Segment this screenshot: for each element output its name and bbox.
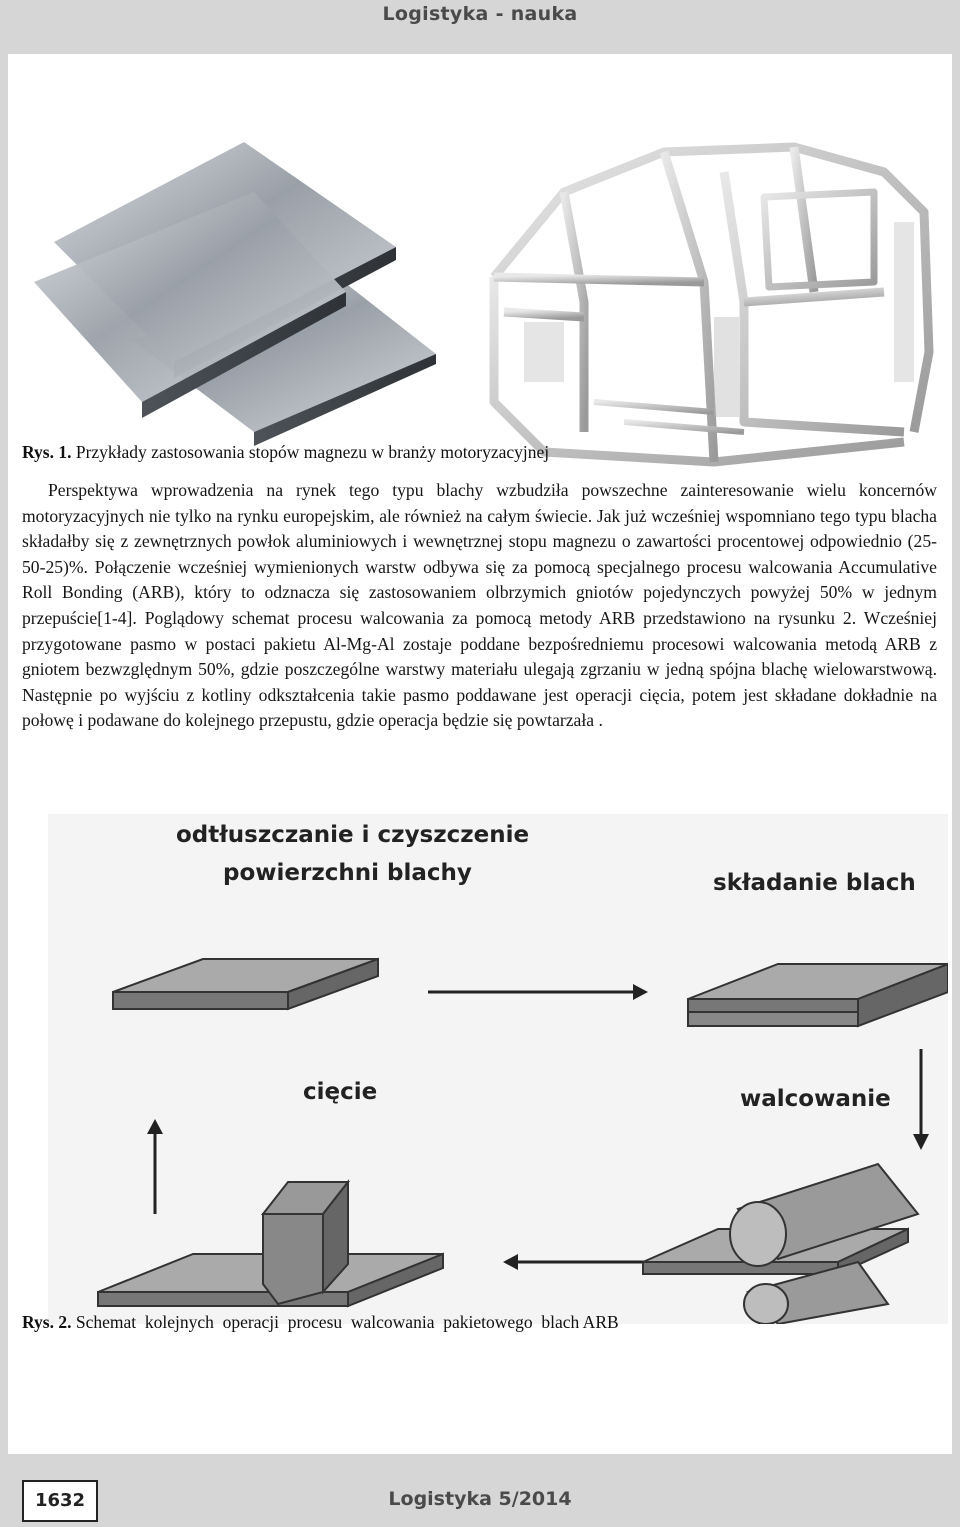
running-header [0,0,960,50]
label-cleaning-line2: powierzchni blachy [223,860,472,886]
figure-2-caption [22,1312,619,1333]
header-title: Logistyka - nauka [382,3,578,25]
figure-2-caption-label: Rys. 2. [22,1312,72,1332]
car-frame-photo [494,147,929,462]
figure-2-caption-text: Schemat kolejnych operacji procesu walcowania pakietowego blach ARB [75,1312,619,1332]
page-sheet [8,54,952,1454]
figure-1-caption-text: Przykłady zastosowania stopów magnezu w branży motoryzacyjnej [75,442,550,462]
body-text [22,478,937,734]
metal-plates-photo [34,142,436,446]
label-folding: składanie blach [713,870,916,896]
page-number: 1632 [22,1480,98,1522]
figure-1-caption [22,442,549,463]
label-rolling: walcowanie [740,1086,891,1112]
figure-1-image [24,102,944,482]
label-cleaning-line1: odtłuszczanie i czyszczenie [176,822,530,848]
label-cutting: cięcie [303,1079,378,1105]
figure-1-caption-label: Rys. 1. [22,442,72,462]
journal-issue: Logistyka 5/2014 [388,1488,572,1510]
figure-2-diagram [48,814,948,1324]
body-paragraph: Perspektywa wprowadzenia na rynek tego typu blachy wzbudziła powszechne zainteresowanie wielu koncernów motoryzacyjnych nie tylko na rynku europejskim, ale również na całym świecie. Jak już wcześniej wspomniano tego typu blacha składałby się z zewnętrznych powłok aluminiowych i wewnętrznej stopu magnezu o zawartości procentowej odpowiednio (25-50-25)%. Połączenie wcześniej wymienionych warstw odbywa się za pomocą specjalnego procesu walcowania Accumulative Roll Bonding (ARB), który to odznacza się zastosowaniem olbrzymich gniotów pojedynczych powyżej 50% w jednym przepuście[1-4]. Poglądowy schemat procesu walcowania za pomocą metody ARB przedstawiono na rysunku 2. Wcześniej przygotowane pasmo w postaci pakietu Al-Mg-Al zostaje poddane bezpośredniemu procesowi walcowania metodą ARB z gniotem bezwzględnym 50%, gdzie poszczególne warstwy materiału ulegają zgrzaniu w jedną spójna blachę wielowarstwową. Następnie po wyjściu z kotliny odkształcenia takie pasmo poddawane jest operacji cięcia, potem jest składane dokładnie na połowę i podawane do kolejnego przepustu, gdzie operacja będzie się powtarzała . [22,480,937,731]
